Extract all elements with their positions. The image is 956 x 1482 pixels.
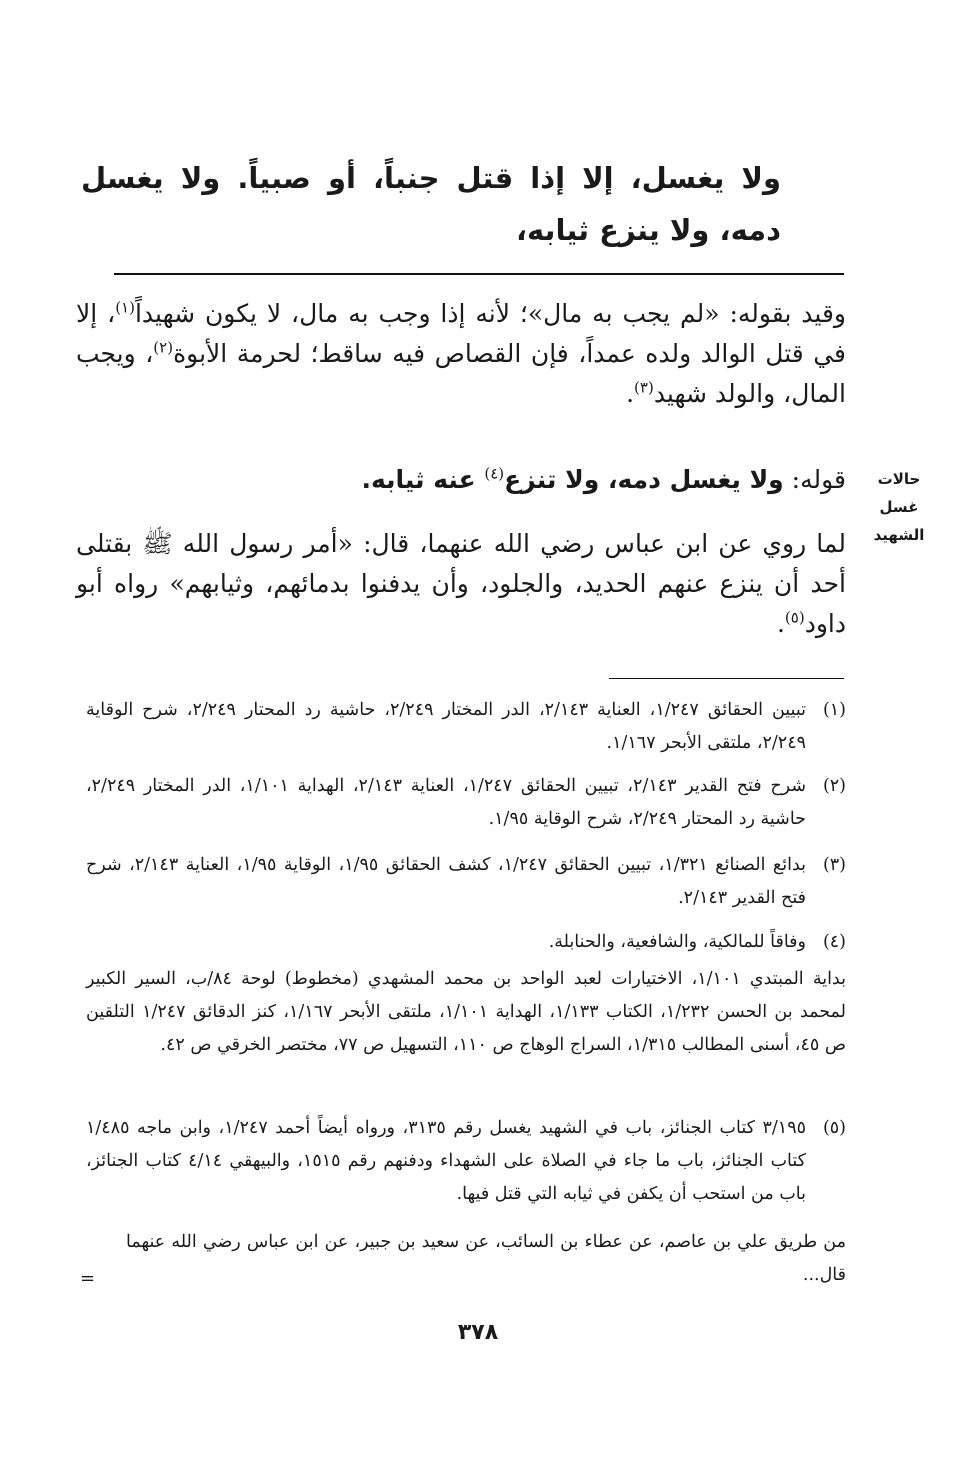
- footnote-text: بدائع الصنائع ١/٣٢١، تبيين الحقائق ١/٢٤٧، كشف الحقائق ١/٩٥، الوقاية ١/٩٥، العناية ٢/١٤٣، شرح فتح القدير ٢/١٤٣.: [86, 855, 806, 908]
- margin-note-line: الشهيد: [873, 526, 925, 544]
- continuation-mark: =: [80, 1268, 96, 1289]
- commentary-text: ، إلا في قتل الوالد ولده عمداً، فإن القصاص فيه ساقط؛ لحرمة الأبوة: [76, 299, 846, 368]
- commentary-text: .: [626, 379, 635, 408]
- quote-lead: قوله:: [783, 465, 846, 494]
- quote-bold-text: ولا يغسل دمه، ولا تنزع: [504, 465, 784, 494]
- footnote-number: (١): [822, 700, 846, 720]
- margin-note: [864, 465, 934, 549]
- margin-note-line: غسل: [879, 498, 919, 516]
- footnote-ref-3[interactable]: (٣): [634, 378, 654, 397]
- footnote-4-continuation: بداية المبتدي ١/١٠١، الاختيارات لعبد الواحد بن محمد المشهدي (مخطوط) لوحة ٨٤/ب، السير الكبير لمحمد بن الحسن ١/٢٣٢، الكتاب ١/١٣٣، الهداية ١/١٠١، ملتقى الأبحر ١/١٦٧، كنز الدقائق ١/٢٤٧ التلقين ص ٤٥، أسنى المطالب ١/٣١٥، السراج الوهاج ص ١١٠، التسهيل ص ٧٧، مختصر الخرقي ص ٤٢.: [86, 969, 846, 1055]
- commentary-text: ، ويجب المال، والولد شهيد: [76, 339, 846, 408]
- matn-text: ولا يغسل، إلا إذا قتل جنباً، أو صبياً. ولا يغسل دمه، ولا ينزع ثيابه،: [81, 161, 781, 247]
- footnote-ref-4[interactable]: (٤): [484, 464, 505, 483]
- matn-separator: [114, 273, 844, 275]
- commentary-text: لما روي عن ابن عباس رضي الله عنهما، قال: «أمر رسول الله ﷺ بقتلى أحد أن ينزع عنهم الحديد، والجلود، وأن يدفنوا بدمائهم، وثيابهم» رواه أبو داود: [76, 529, 846, 638]
- footnote-separator: [609, 678, 844, 679]
- footnote-5: [86, 1112, 846, 1211]
- footnote-number: (٢): [822, 776, 846, 796]
- commentary-text: وقيد بقوله: «لم يجب به مال»؛ لأنه إذا وجب به مال، لا يكون شهيداً: [134, 299, 846, 328]
- commentary-paragraph-2: [76, 524, 846, 644]
- footnote-3: [86, 849, 846, 915]
- footnote-text: تبيين الحقائق ١/٢٤٧، العناية ٢/١٤٣، الدر المختار ٢/٢٤٩، حاشية رد المحتار ٢/٢٤٩، شرح الوقاية ٢/٢٤٩، ملتقى الأبحر ١/١٦٧.: [86, 700, 806, 753]
- footnote-text: ٣/١٩٥ كتاب الجنائز، باب في الشهيد يغسل رقم ٣١٣٥، ورواه أيضاً أحمد ١/٢٤٧، وابن ماجه ١/٤٨٥ كتاب الجنائز، باب ما جاء في الصلاة على الشهداء ودفنهم رقم ١٥١٥، والبيهقي ٤/١٤ كتاب الجنائز، باب من استحب أن يكفن في ثيابه التي قتل فيها.: [86, 1118, 807, 1204]
- commentary-paragraph-1: [76, 294, 846, 414]
- quote-line: [76, 460, 846, 500]
- footnote-number: (٣): [822, 855, 846, 875]
- footnote-ref-2[interactable]: (٢): [153, 338, 174, 357]
- page-number: ٣٧٨: [457, 1320, 499, 1345]
- footnote-4: [86, 926, 846, 959]
- footnote-ref-1[interactable]: (١): [115, 298, 135, 317]
- footnote-text: وفاقاً للمالكية، والشافعية، والحنابلة.: [548, 932, 806, 952]
- footnote-1: [86, 694, 846, 760]
- commentary-text: .: [776, 609, 785, 638]
- footnote-ref-5[interactable]: (٥): [784, 608, 805, 627]
- quote-bold-text: عنه ثيابه.: [361, 465, 485, 494]
- margin-note-line: حالات: [877, 470, 921, 488]
- footnote-2: [86, 770, 846, 836]
- footnote-number: (٥): [822, 1118, 846, 1138]
- footnote-number: (٤): [822, 932, 846, 952]
- footnote-text: شرح فتح القدير ٢/١٤٣، تبيين الحقائق ١/٢٤٧، العناية ٢/١٤٣، الهداية ١/١٠١، الدر المختار ٢/٢٤٩، حاشية رد المحتار ٢/٢٤٩، شرح الوقاية ١/٩٥.: [86, 776, 806, 829]
- footnote-5-continuation: من طريق علي بن عاصم، عن عطاء بن السائب، عن سعيد بن جبير، عن ابن عباس رضي الله عنهما قال...: [126, 1232, 846, 1285]
